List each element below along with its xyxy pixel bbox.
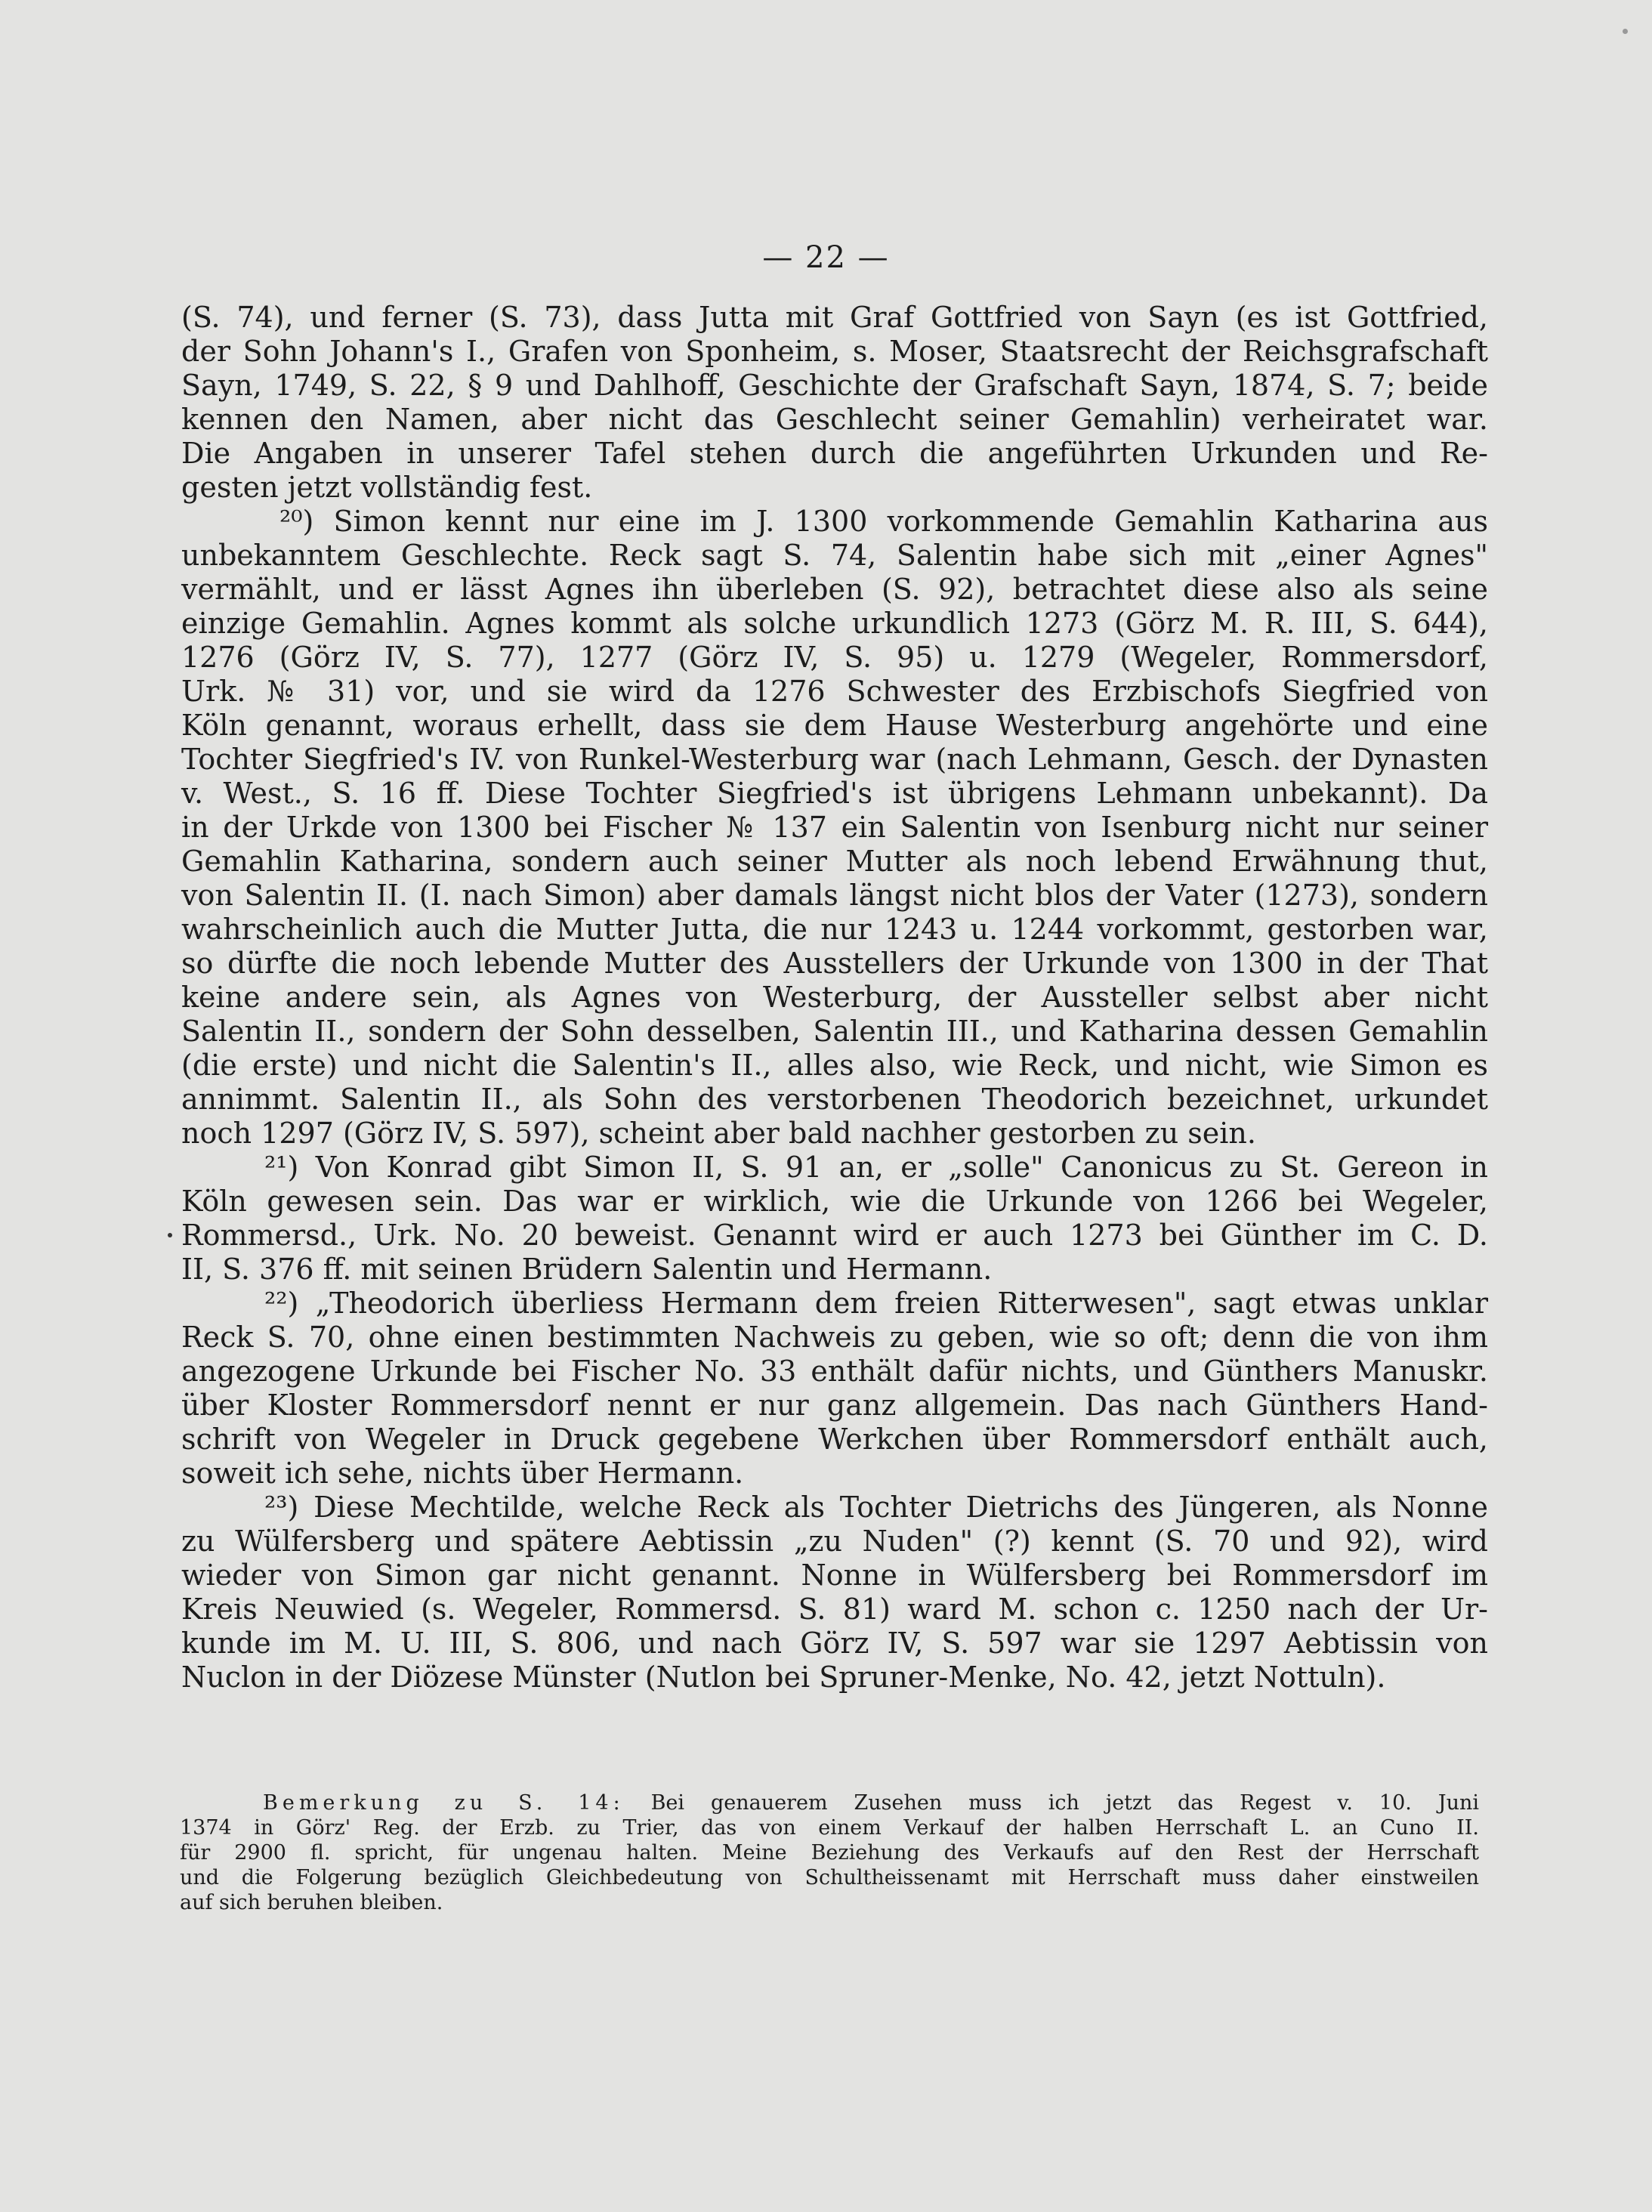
note-23 (181, 1491, 1488, 1695)
text-line: angezogene Urkunde bei Fischer No. 33 enthält dafür nichts, und Günthers Manuskr. (181, 1355, 1488, 1388)
remark-line (263, 1790, 1479, 1815)
remark-block (180, 1790, 1479, 1915)
text-line: Salentin II., sondern der Sohn desselben, Salentin III., und Katharina dessen Gemahlin (181, 1015, 1488, 1048)
text-line: wieder von Simon gar nicht genannt. Nonne in Wülfersberg bei Rommersdorf im (181, 1559, 1488, 1592)
text-line: von Salentin II. (I. nach Simon) aber damals längst nicht blos der Vater (1273), sondern (181, 879, 1488, 912)
text-line: (S. 74), und ferner (S. 73), dass Jutta mit Graf Gottfried von Sayn (es ist Gottfried, (181, 301, 1488, 334)
text-line: v. West., S. 16 ff. Diese Tochter Siegfried's ist übrigens Lehmann unbekannt). Da (181, 777, 1488, 810)
paragraph-continuation (181, 301, 1488, 505)
note-21 (181, 1151, 1488, 1287)
main-text (181, 301, 1488, 1695)
text-line: über Kloster Rommersdorf nennt er nur ganz allgemein. Das nach Günthers Hand- (181, 1389, 1488, 1422)
remark-line: für 2900 fl. spricht, für ungenau halten. Meine Beziehung des Verkaufs auf den Rest der Herrschaft (180, 1841, 1479, 1864)
text-line: soweit ich sehe, nichts über Hermann. (181, 1457, 744, 1490)
text-line: Rommersd., Urk. No. 20 beweist. Genannt wird er auch 1273 bei Günther im C. D. (181, 1219, 1488, 1252)
text-line: Gemahlin Katharina, sondern auch seiner Mutter als noch lebend Erwähnung thut, (181, 845, 1488, 878)
text-line: ²³) Diese Mechtilde, welche Reck als Tochter Dietrichs des Jüngeren, als Nonne (264, 1491, 1488, 1524)
note-20 (181, 505, 1488, 1151)
text-line: Die Angaben in unserer Tafel stehen durch die angeführten Urkunden und Re- (181, 437, 1488, 470)
text-line: zu Wülfersberg und spätere Aebtissin „zu Nuden" (?) kennt (S. 70 und 92), wird (181, 1525, 1488, 1558)
text-line: der Sohn Johann's I., Grafen von Sponheim, s. Moser, Staatsrecht der Reichsgrafschaft (181, 335, 1488, 368)
remark-label: Bemerkung zu S. 14: (263, 1791, 625, 1815)
text-line: einzige Gemahlin. Agnes kommt als solche urkundlich 1273 (Görz M. R. III, S. 644), (181, 607, 1488, 640)
text-line: ²⁰) Simon kennt nur eine im J. 1300 vorkommende Gemahlin Katharina aus (279, 505, 1488, 538)
text-line: noch 1297 (Görz IV, S. 597), scheint aber bald nachher gestorben zu sein. (181, 1117, 1256, 1150)
text-line: (die erste) und nicht die Salentin's II., alles also, wie Reck, und nicht, wie Simon es (181, 1049, 1488, 1082)
text-line: Sayn, 1749, S. 22, § 9 und Dahlhoff, Geschichte der Grafschaft Sayn, 1874, S. 7; beide (181, 369, 1488, 402)
remark-line: und die Folgerung bezüglich Gleichbedeutung von Schultheissenamt mit Herrschaft muss daher einstweilen (180, 1866, 1479, 1889)
text-line: annimmt. Salentin II., als Sohn des verstorbenen Theodorich bezeichnet, urkundet (181, 1083, 1488, 1116)
text-line: schrift von Wegeler in Druck gegebene Werkchen über Rommersdorf enthält auch, (181, 1423, 1488, 1456)
text-line: ²²) „Theodorich überliess Hermann dem freien Ritterwesen", sagt etwas unklar (264, 1287, 1488, 1320)
text-line: kennen den Namen, aber nicht das Geschlecht seiner Gemahlin) verheiratet war. (181, 403, 1488, 436)
page-number: — 22 — (762, 240, 890, 275)
text-line: gesten jetzt vollständig fest. (181, 471, 593, 504)
remark-text: Bei genauerem Zusehen muss ich jetzt das Regest v. 10. Juni (650, 1791, 1479, 1815)
text-line: Urk. № 31) vor, und sie wird da 1276 Schwester des Erzbischofs Siegfried von (181, 675, 1488, 708)
text-line: in der Urkde von 1300 bei Fischer № 137 ein Salentin von Isenburg nicht nur seiner (181, 811, 1488, 844)
text-line: wahrscheinlich auch die Mutter Jutta, die nur 1243 u. 1244 vorkommt, gestorben war, (181, 913, 1488, 946)
text-line: vermählt, und er lässt Agnes ihn überleben (S. 92), betrachtet diese also als seine (181, 573, 1488, 606)
text-line: Reck S. 70, ohne einen bestimmten Nachweis zu geben, wie so oft; denn die von ihm (181, 1321, 1488, 1354)
text-line: so dürfte die noch lebende Mutter des Ausstellers der Urkunde von 1300 in der That (181, 947, 1488, 980)
text-line: kunde im M. U. III, S. 806, und nach Görz IV, S. 597 war sie 1297 Aebtissin von (181, 1627, 1488, 1660)
remark-line: 1374 in Görz' Reg. der Erzb. zu Trier, das von einem Verkauf der halben Herrschaft L. an Cuno II. (180, 1816, 1479, 1840)
margin-mark (168, 1233, 172, 1237)
text-line: unbekanntem Geschlechte. Reck sagt S. 74, Salentin habe sich mit „einer Agnes" (181, 539, 1488, 572)
text-line: 1276 (Görz IV, S. 77), 1277 (Görz IV, S. 95) u. 1279 (Wegeler, Rommersdorf, (181, 641, 1488, 674)
text-line: Tochter Siegfried's IV. von Runkel-Westerburg war (nach Lehmann, Gesch. der Dynasten (181, 743, 1488, 776)
text-line: ²¹) Von Konrad gibt Simon II, S. 91 an, er „solle" Canonicus zu St. Gereon in (264, 1151, 1488, 1184)
text-line: II, S. 376 ff. mit seinen Brüdern Salentin und Hermann. (181, 1253, 993, 1286)
text-line: Nuclon in der Diözese Münster (Nutlon bei Spruner-Menke, No. 42, jetzt Nottuln). (181, 1661, 1386, 1694)
text-line: Kreis Neuwied (s. Wegeler, Rommersd. S. 81) ward M. schon c. 1250 nach der Ur- (181, 1593, 1488, 1626)
remark-line: auf sich beruhen bleiben. (180, 1891, 443, 1914)
paper-speck (1623, 29, 1628, 34)
text-line: Köln genannt, woraus erhellt, dass sie dem Hause Westerburg angehörte und eine (181, 709, 1488, 742)
text-line: keine andere sein, als Agnes von Westerburg, der Aussteller selbst aber nicht (181, 981, 1488, 1014)
note-22 (181, 1287, 1488, 1491)
text-line: Köln gewesen sein. Das war er wirklich, wie die Urkunde von 1266 bei Wegeler, (181, 1185, 1488, 1218)
